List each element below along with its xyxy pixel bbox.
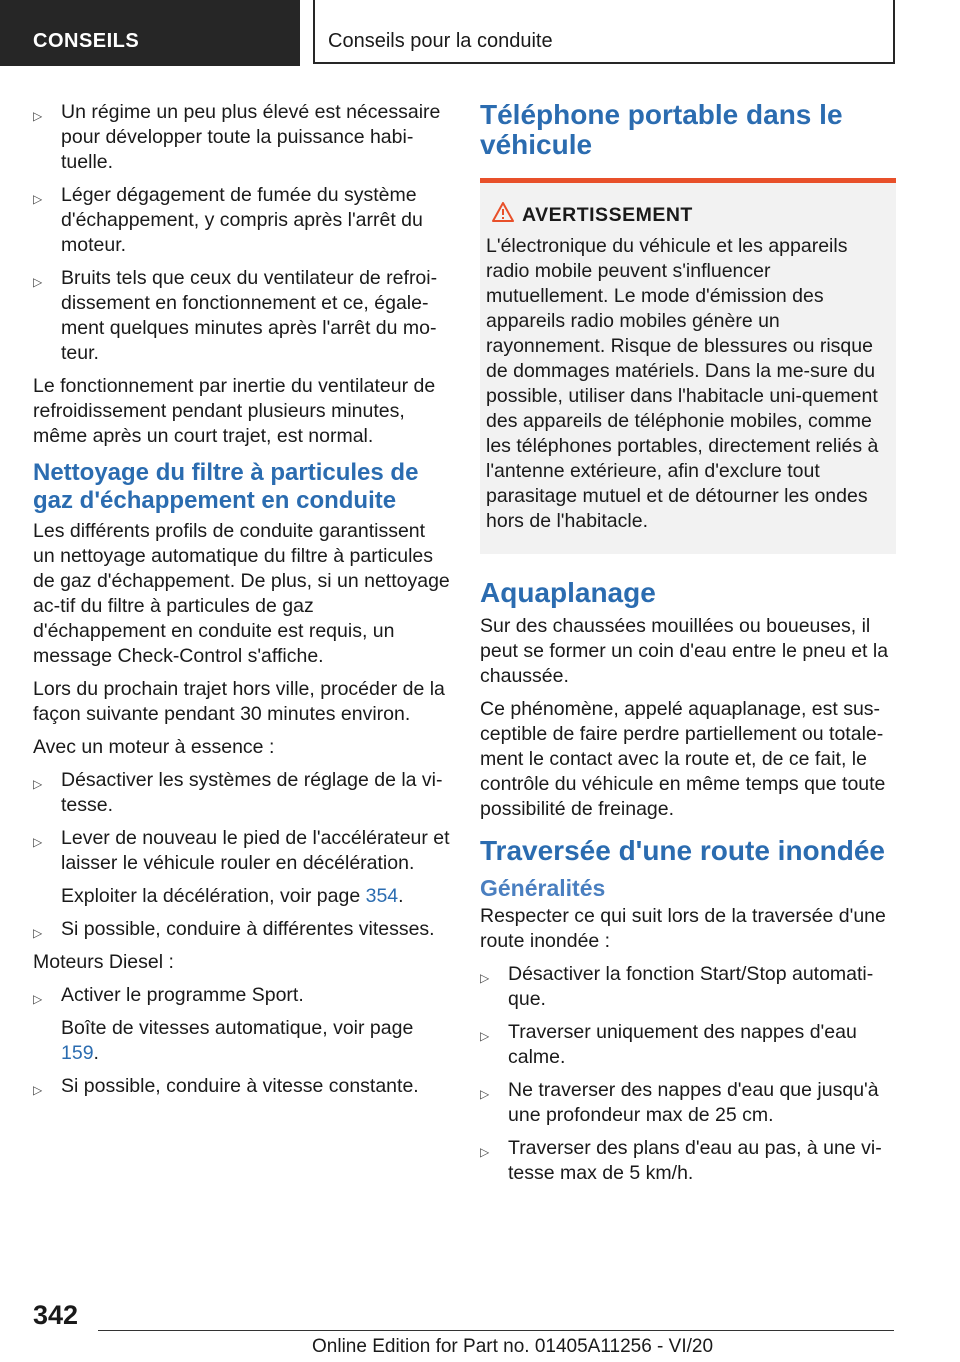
- section-heading-flooded-road: Traversée d'une route inondée: [480, 835, 886, 866]
- subsection-heading: Généralités: [480, 875, 606, 901]
- list-item: ▷ Désactiver la fonction Start/Stop automati-que.: [480, 963, 874, 1010]
- section-label: CONSEILS: [33, 30, 140, 52]
- page-header: [0, 0, 960, 66]
- triangle-bullet-icon: ▷: [33, 835, 43, 849]
- paragraph: Ce phénomène, appelé aquaplanage, est sus-ceptible de faire perdre partiellement ou totale-ment le contact avec la route et, de ce fait, le contrôle du véhicule en même temps que toute possibilité de freinage.: [480, 698, 886, 820]
- triangle-bullet-icon: ▷: [33, 777, 43, 791]
- right-column: [480, 100, 896, 1194]
- list-item: ▷ Lever de nouveau le pied de l'accélérateur et laisser le véhicule rouler en décélération.: [33, 827, 450, 874]
- triangle-bullet-icon: ▷: [33, 109, 43, 123]
- section-tab: [0, 0, 300, 66]
- triangle-bullet-icon: ▷: [33, 992, 43, 1006]
- triangle-bullet-icon: ▷: [33, 275, 43, 289]
- warning-text: L'électronique du véhicule et les appareils radio mobile peuvent s'influencer mutuellement. Le mode d'émission des appareils radio mobiles génère un rayonnement. Risque de blessures ou risque de dommages matériels. Dans la me-sure du possible, utiliser dans l'habitacle uni-quement des appareils de téléphonie mobiles, comme les téléphones portables, directement reliés à l'antenne extérieure, afin d'exclure tout parasitage mutuel et de détourner les ondes hors de l'habitacle.: [486, 235, 879, 532]
- edition-note: Online Edition for Part no. 01405A11256 - VI/20: [312, 1336, 714, 1357]
- left-column: [33, 100, 451, 1107]
- footer-divider: [98, 1330, 894, 1331]
- list-item: ▷ Si possible, conduire à différentes vitesses.: [33, 917, 451, 942]
- cross-reference: Boîte de vitesses automatique, voir page 159.: [61, 1017, 414, 1064]
- warning-title: AVERTISSEMENT: [486, 203, 888, 228]
- paragraph: Sur des chaussées mouillées ou boueuses, il peut se former un coin d'eau entre le pneu et la chaussée.: [480, 615, 889, 687]
- triangle-bullet-icon: ▷: [480, 1029, 490, 1043]
- list-item: ▷ Désactiver les systèmes de réglage de la vi-tesse.: [33, 769, 443, 816]
- paragraph: Avec un moteur à essence :: [33, 736, 275, 758]
- section-heading-aquaplaning: Aquaplanage: [480, 577, 656, 608]
- page-link[interactable]: 159: [61, 1042, 94, 1064]
- triangle-bullet-icon: ▷: [480, 971, 490, 985]
- triangle-bullet-icon: ▷: [33, 192, 43, 206]
- chapter-tab: [313, 0, 895, 64]
- page-number: 342: [33, 1300, 79, 1330]
- list-item: ▷ Bruits tels que ceux du ventilateur de refroi-dissement en fonctionnement et ce, égale-ment quelques minutes après l'arrêt du mo-teur.: [33, 267, 438, 364]
- paragraph: Respecter ce qui suit lors de la traversée d'une route inondée :: [480, 905, 886, 952]
- cross-reference: Exploiter la décélération, voir page 354.: [61, 885, 404, 907]
- page-link[interactable]: 354: [365, 885, 399, 907]
- list-item: ▷ Traverser uniquement des nappes d'eau calme.: [480, 1021, 857, 1068]
- paragraph: Le fonctionnement par inertie du ventilateur de refroidissement pendant plusieurs minutes, même après un court trajet, est normal.: [33, 375, 436, 447]
- warning-box: [480, 178, 896, 554]
- paragraph: Lors du prochain trajet hors ville, procéder de la façon suivante pendant 30 minutes environ.: [33, 678, 445, 725]
- triangle-bullet-icon: ▷: [33, 1083, 43, 1097]
- list-item: ▷ Léger dégagement de fumée du système d'échappement, y compris après l'arrêt du moteur.: [33, 184, 423, 256]
- list-item: ▷ Activer le programme Sport.: [33, 983, 451, 1008]
- triangle-bullet-icon: ▷: [33, 926, 43, 940]
- triangle-bullet-icon: ▷: [480, 1145, 490, 1159]
- list-item: ▷ Traverser des plans d'eau au pas, à une vi-tesse max de 5 km/h.: [480, 1137, 882, 1184]
- triangle-bullet-icon: ▷: [480, 1087, 490, 1101]
- list-item: ▷ Ne traverser des nappes d'eau que jusqu'à une profondeur max de 25 cm.: [480, 1079, 879, 1126]
- chapter-title: Conseils pour la conduite: [328, 30, 553, 52]
- section-heading-phone: Téléphone portable dans le véhicule: [480, 99, 843, 160]
- section-heading-filter: Nettoyage du filtre à particules de gaz d'échappement en conduite: [33, 459, 419, 514]
- list-item: ▷ Un régime un peu plus élevé est nécessaire pour développer toute la puissance habi-tuelle.: [33, 101, 441, 173]
- paragraph: Moteurs Diesel :: [33, 951, 174, 973]
- list-item: ▷ Si possible, conduire à vitesse constante.: [33, 1074, 451, 1099]
- warning-triangle-icon: [492, 202, 514, 222]
- paragraph: Les différents profils de conduite garantissent un nettoyage automatique du filtre à particules de gaz d'échappement. De plus, si un nettoyage ac-tif du filtre à particules de gaz d'échappement en conduite est requis, un message Check-Control s'affiche.: [33, 520, 450, 667]
